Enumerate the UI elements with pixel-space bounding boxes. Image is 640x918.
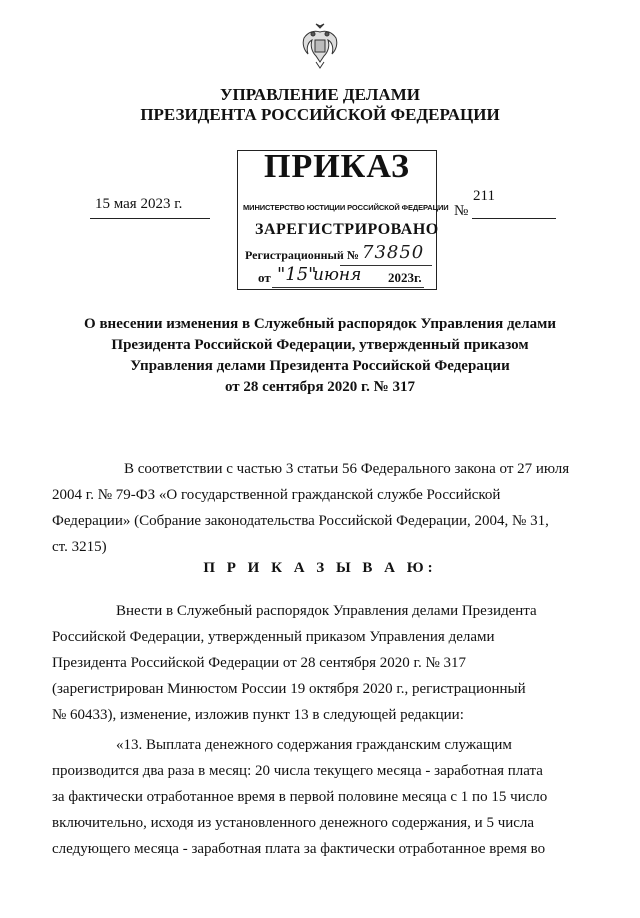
date-underline (90, 218, 210, 219)
order-directive: П Р И К А З Ы В А Ю: (203, 560, 437, 576)
stamp-day: "15" (277, 264, 317, 285)
order-number: 211 (473, 188, 495, 204)
paragraph-line: 2004 г. № 79-ФЗ «О государственной гражданской службе Российской (52, 487, 501, 503)
stamp-reg-number-label: Регистрационный № (245, 248, 359, 262)
subject-line: Управления делами Президента Российской Федерации (130, 358, 510, 374)
subject-line: Президента Российской Федерации, утвержденный приказом (111, 337, 529, 353)
stamp-reg-number: 73850 (362, 242, 425, 263)
paragraph-line: за фактически отработанное время в первой половине месяца с 1 по 15 число (52, 789, 548, 805)
clause-13-paragraph (52, 732, 588, 862)
paragraph-line: Внести в Служебный распорядок Управления делами Президента (116, 603, 537, 619)
paragraph-line: № 60433), изменение, изложив пункт 13 в следующей редакции: (52, 707, 464, 723)
paragraph-line: Федерации» (Собрание законодательства Российской Федерации, 2004, № 31, (52, 513, 549, 529)
stamp-registered-label: ЗАРЕГИСТРИРОВАНО (255, 221, 439, 238)
paragraph-line: Российской Федерации, утвержденный приказом Управления делами (52, 629, 495, 645)
paragraph-line: (зарегистрирован Минюстом России 19 октября 2020 г., регистрационный (52, 681, 526, 697)
number-sign: № (454, 203, 469, 219)
document-title: ПРИКАЗ (264, 148, 410, 185)
subject-line: О внесении изменения в Служебный распорядок Управления делами (84, 316, 556, 332)
russian-coat-of-arms-icon (298, 22, 342, 70)
stamp-from-label: от (258, 270, 271, 285)
order-subject (40, 314, 600, 398)
organization-name-line1: УПРАВЛЕНИЕ ДЕЛАМИ (220, 85, 420, 104)
paragraph-line: ст. 3215) (52, 539, 107, 555)
stamp-date-underline (272, 287, 424, 288)
subject-line: от 28 сентября 2020 г. № 317 (225, 379, 415, 395)
paragraph-line: Президента Российской Федерации от 28 сентября 2020 г. № 317 (52, 655, 467, 671)
organization-name-line2: ПРЕЗИДЕНТА РОССИЙСКОЙ ФЕДЕРАЦИИ (140, 105, 500, 124)
paragraph-line: «13. Выплата денежного содержания гражданским служащим (116, 737, 512, 753)
paragraph-line: следующего месяца - заработная плата за фактически отработанное время во (52, 841, 546, 857)
preamble-paragraph (52, 456, 588, 560)
stamp-ministry-name: МИНИСТЕРСТВО ЮСТИЦИИ РОССИЙСКОЙ ФЕДЕРАЦИИ (243, 203, 449, 212)
stamp-month: июня (313, 265, 362, 285)
paragraph-line: В соответствии с частью 3 статьи 56 Федерального закона от 27 июля (124, 461, 570, 477)
number-underline (472, 218, 556, 219)
stamp-year: 2023г. (388, 270, 422, 285)
order-paragraph (52, 598, 588, 728)
paragraph-line: производится два раза в месяц: 20 числа текущего месяца - заработная плата (52, 763, 543, 779)
paragraph-line: включительно, исходя из установленного денежного содержания, и 5 числа (52, 815, 535, 831)
order-date: 15 мая 2023 г. (95, 196, 183, 212)
